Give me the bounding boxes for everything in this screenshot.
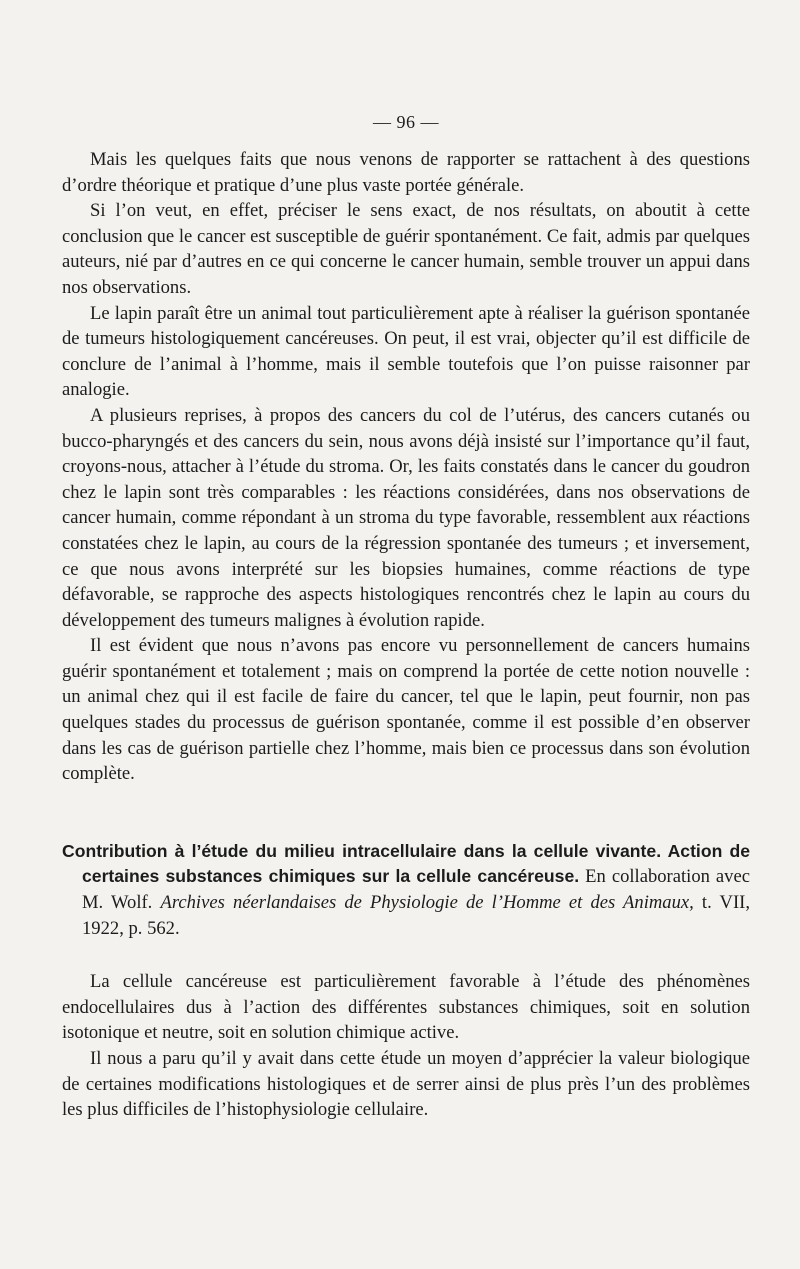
paragraph: A plusieurs reprises, à propos des cancers du col de l’utérus, des cancers cutanés ou bucco-pharyngés et des cancers du sein, nous avons déjà insisté sur l’importance qu’il faut, croyons-nous, attacher à l’étude du stroma. Or, les faits constatés dans le cancer du goudron chez le lapin sont très comparables : les réactions considérées, dans nos observations de cancer humain, comme répondant à un stroma du type favorable, ressemblent aux réactions constatées chez le lapin, au cours de la régression spontanée des tumeurs ; et inversement, ce que nous avons interprété sur les biopsies humaines, comme réactions de type défavorable, se rapproche des aspects histologiques rencontrés chez le lapin au cours du développement des tumeurs malignes à évolution rapide. [62,404,750,631]
summary-section [62,969,750,1123]
entry-reference: t. VII, 1922, p. 562. [82,892,750,939]
entry-journal: Archives néerlandaises de Physiologie de l’Homme et des Animaux, [160,892,694,914]
paragraph: Il nous a paru qu’il y avait dans cette étude un moyen d’apprécier la valeur biologique de certaines modifications histologiques et de serrer ainsi de plus près l’un des problèmes les plus difficiles de l’histophysiologie cellulaire. [62,1048,750,1121]
paragraph: Le lapin paraît être un animal tout particulièrement apte à réaliser la guérison spontanée de tumeurs histologiquement cancéreuses. On peut, il est vrai, objecter qu’il est difficile de conclure de l’animal à l’homme, mais il semble toutefois que l’on puisse raisonner par analogie. [62,302,750,401]
paragraph: Il est évident que nous n’avons pas encore vu personnellement de cancers humains guérir spontanément et totalement ; mais on comprend la portée de cette notion nouvelle : un animal chez qui il est facile de faire du cancer, tel que le lapin, peut fournir, non pas quelques stades du processus de guérison spontanée, comme il est possible d’en observer dans les cas de guérison partielle chez l’homme, mais bien ce processus dans son évolution complète. [62,635,750,785]
entry-title: Contribution à l’étude du milieu intracellulaire dans la cellule vivante. Action de certaines substances chimiques sur la cellule cancéreuse. [62,840,750,887]
paragraph: Mais les quelques faits que nous venons de rapporter se rattachent à des questions d’ordre théorique et pratique d’une plus vaste portée générale. [62,149,750,196]
entry-spacer [62,941,750,969]
section-spacer [62,787,750,839]
paragraph: La cellule cancéreuse est particulièrement favorable à l’étude des phénomènes endocellulaires dus à l’action des différentes substances chimiques, soit en solution isotonique et neutre, soit en solution chimique active. [62,971,750,1044]
discussion-section [62,147,750,787]
document-page [62,112,750,1123]
bibliography-entry [62,839,750,941]
page-number: — 96 — [373,112,439,132]
paragraph: Si l’on veut, en effet, préciser le sens exact, de nos résultats, on aboutit à cette conclusion que le cancer est susceptible de guérir spontanément. Ce fait, admis par quelques auteurs, nié par d’autres en ce qui concerne le cancer humain, semble trouver un appui dans nos observations. [62,200,750,298]
entry-collaboration: En collaboration avec M. Wolf. [82,866,750,914]
